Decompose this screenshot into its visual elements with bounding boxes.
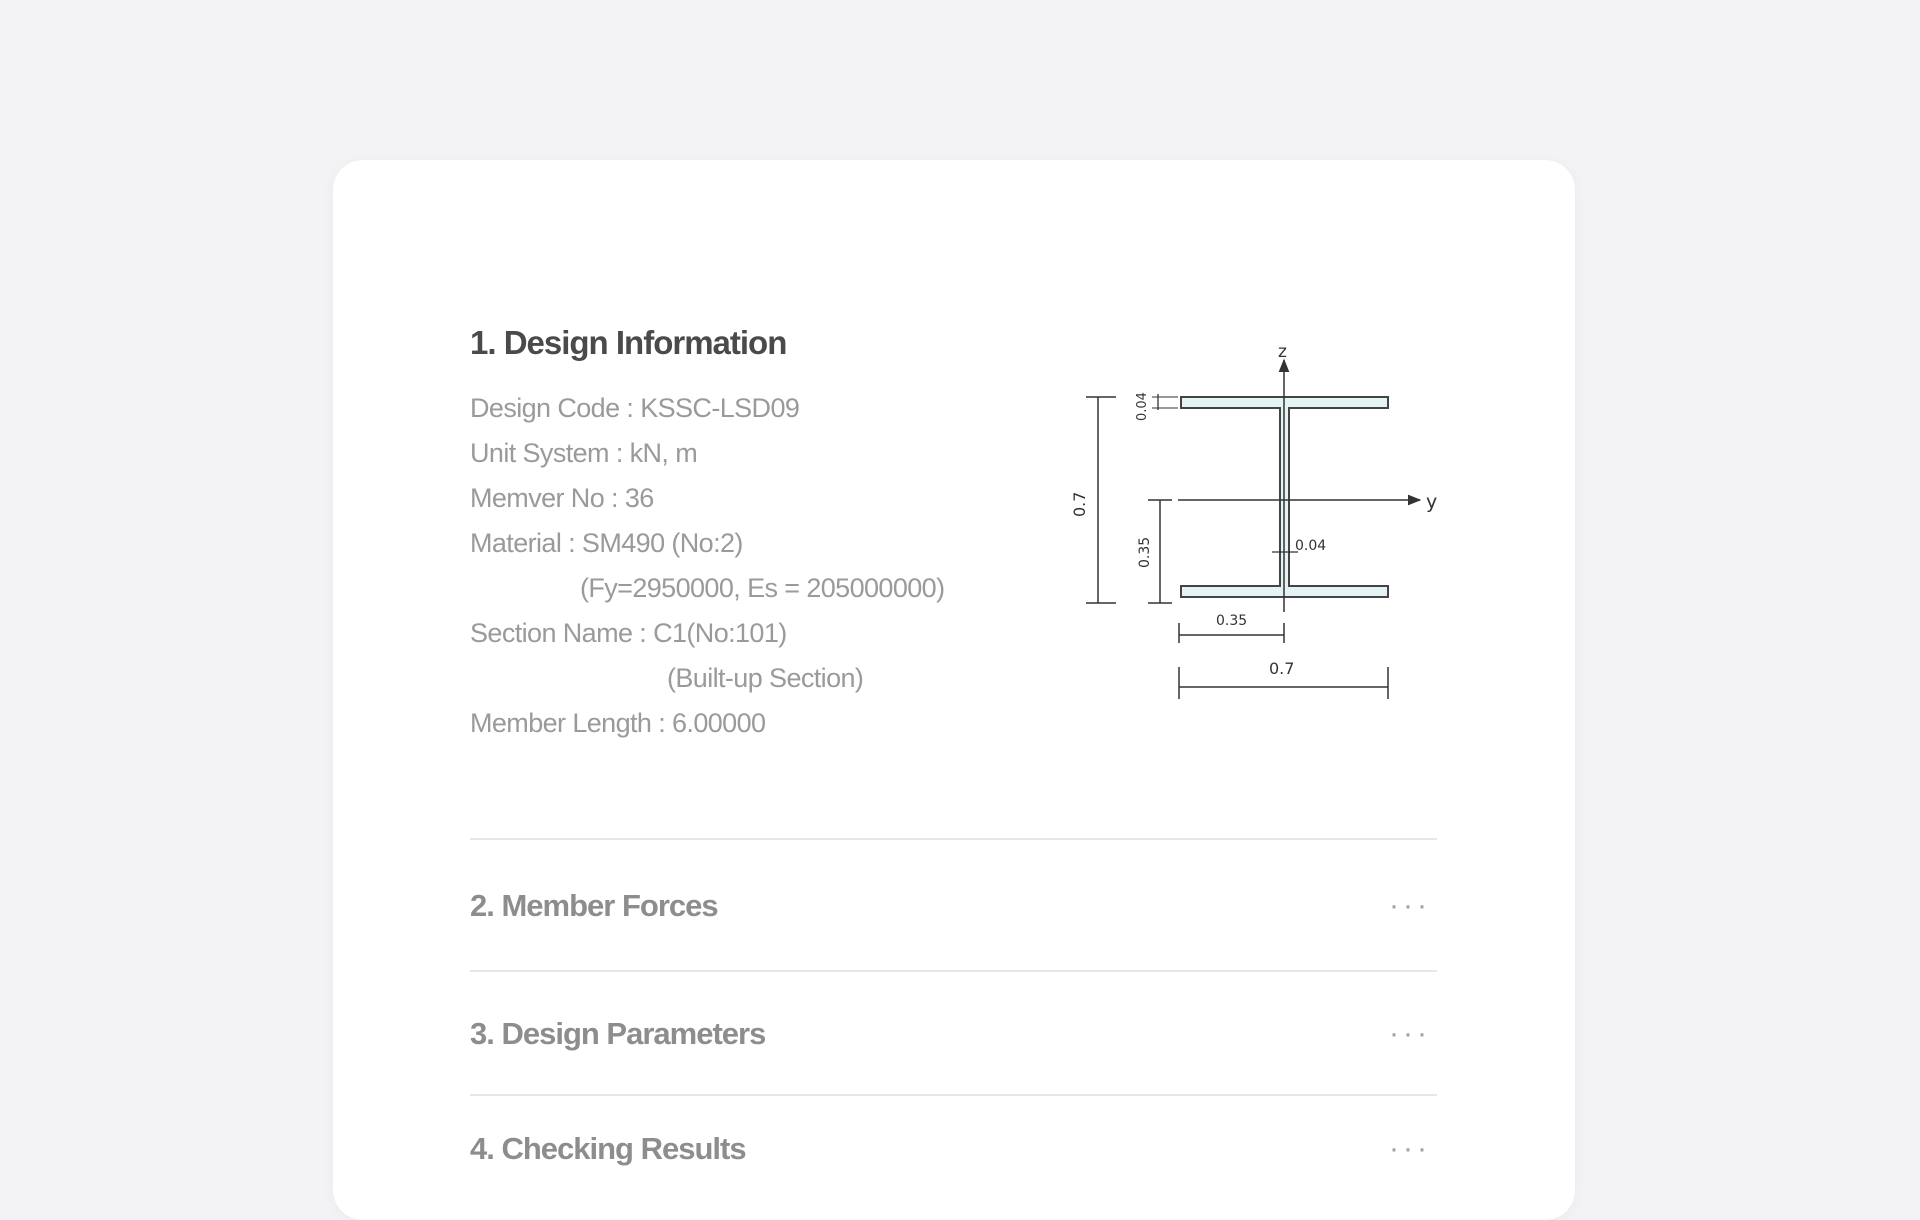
z-axis-label: z bbox=[1278, 342, 1287, 362]
half-height-label: 0.35 bbox=[1137, 536, 1153, 568]
material-text: Material : SM490 (No:2) bbox=[470, 528, 743, 558]
web-thickness-label: 0.04 bbox=[1295, 538, 1327, 554]
flange-thickness-label: 0.04 bbox=[1135, 392, 1150, 421]
design-parameters-section[interactable] bbox=[470, 970, 1437, 1096]
member-length-text: Member Length : 6.00000 bbox=[470, 708, 766, 738]
member-forces-title[interactable]: 2. Member Forces bbox=[470, 888, 718, 923]
i-beam-section-drawing bbox=[1060, 330, 1460, 710]
total-height-label: 0.7 bbox=[1070, 491, 1089, 517]
member-number-text: Memver No : 36 bbox=[470, 483, 654, 513]
section-diagram bbox=[1060, 330, 1460, 710]
checking-results-section[interactable] bbox=[470, 1094, 1437, 1202]
design-parameters-title[interactable]: 3. Design Parameters bbox=[470, 1016, 766, 1051]
total-width-label: 0.7 bbox=[1269, 659, 1295, 678]
unit-system-text: Unit System : kN, m bbox=[470, 438, 698, 468]
design-code-text: Design Code : KSSC-LSD09 bbox=[470, 393, 800, 423]
section-type-text: (Built-up Section) bbox=[667, 663, 864, 693]
half-width-label: 0.35 bbox=[1216, 613, 1248, 629]
checking-results-more-icon[interactable]: ··· bbox=[1389, 1132, 1431, 1165]
member-forces-section[interactable] bbox=[470, 838, 1437, 972]
section-name-text: Section Name : C1(No:101) bbox=[470, 618, 787, 648]
design-information-title: 1. Design Information bbox=[470, 324, 787, 361]
design-parameters-more-icon[interactable]: ··· bbox=[1389, 1017, 1431, 1050]
checking-results-title[interactable]: 4. Checking Results bbox=[470, 1131, 746, 1166]
material-properties-text: (Fy=2950000, Es = 205000000) bbox=[580, 573, 945, 603]
member-forces-more-icon[interactable]: ··· bbox=[1389, 889, 1431, 922]
y-axis-label: y bbox=[1426, 491, 1438, 513]
